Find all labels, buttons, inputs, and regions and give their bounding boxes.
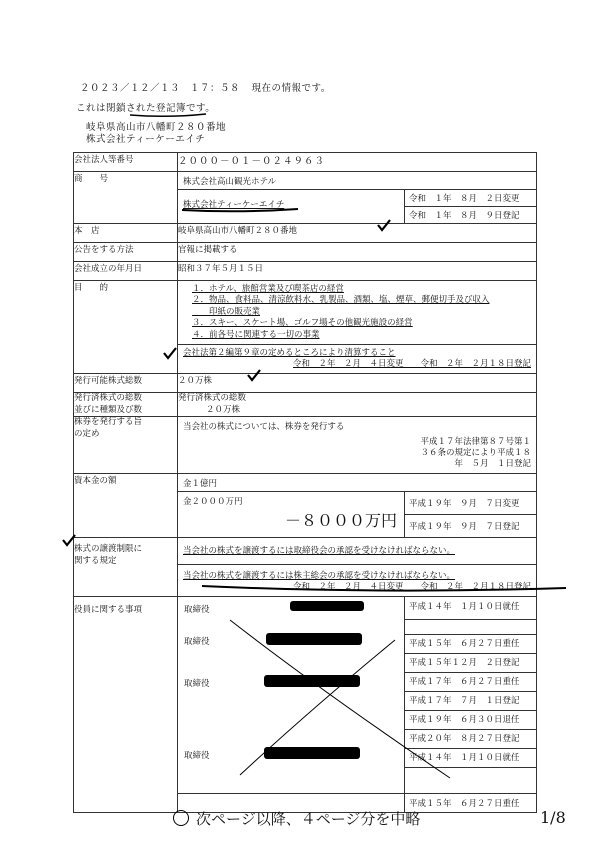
value-corp-no: ２０００－０１－０２４９６３ [178, 153, 537, 172]
label-public-notice: 公告をする方法 [74, 243, 178, 262]
officer-date-9: 平成１５年 ６月２７日重任 [404, 794, 536, 812]
label-name: 商 号 [74, 172, 178, 224]
row-purpose [74, 281, 537, 374]
capital-change-date: 平成１９年 ９月 ７日変更 [405, 492, 536, 515]
officer-date-3: 平成１５年１２月 ２日登記 [405, 654, 536, 673]
officer-date-7: 平成２０年 ８月２７日登記 [405, 730, 536, 749]
label-corp-no: 会社法人等番号 [74, 153, 178, 172]
liquidation-dates: 令和 ２年 ２月 ４日変更 令和 ２年 ２月１８日登記 [292, 359, 531, 370]
footer-note: 次ページ以降、４ページ分を中略 [196, 810, 421, 828]
label-officers: 役員に関する事項 [74, 597, 178, 813]
value-public-notice: 官報に掲載する [178, 243, 537, 262]
cert-note-1: 平成１７年法律第８７号第１ [420, 437, 531, 448]
transfer-dates: 令和 ２年 ２月 ４日変更 令和 ２年 ２月１８日登記 [292, 582, 531, 593]
row-name [74, 172, 537, 224]
datetime-value: ２０２３／１２／１３ １７：５８ [80, 83, 241, 94]
cert-note-3: 年 ５月 １日登記 [454, 458, 531, 469]
check-mark-liquidation-icon [246, 368, 262, 382]
header-address: 岐阜県高山市八幡町２８０番地 [86, 122, 227, 133]
purpose-item-2b: 印紙の販売業 [192, 306, 261, 317]
purpose-item-1: １．ホテル、旅館営業及び喫茶店の経営 [192, 284, 344, 294]
label-issued-2: 並びに種類及び数 [74, 404, 143, 415]
value-authorized: ２０万株 [178, 374, 537, 393]
label-authorized: 発行可能株式総数 [74, 374, 178, 393]
value-certificates: 当会社の株式については、株券を発行する [183, 422, 345, 433]
officer-date-2: 平成１５年 ６月２７日重任 [405, 635, 536, 654]
current-capital: 金２０００万円 [183, 497, 243, 508]
old-capital: 金１億円 [183, 479, 218, 490]
new-transfer-rule: 当会社の株式を譲渡するには株主総会の承認を受けなければならない。 [183, 571, 456, 582]
officer-3-title: 取締役 [184, 679, 210, 690]
purpose-item-4: ４．前各号に関連する一切の事業 [192, 329, 320, 340]
current-name: 株式会社ティーケーエイチ [183, 200, 285, 210]
hand-underline-transfer [200, 582, 570, 594]
old-transfer-rule: 当会社の株式を譲渡するには取締役会の承認を受けなければならない。 [178, 538, 536, 565]
capital-handwritten-note: －８０００万円 [285, 511, 398, 530]
row-established [74, 262, 537, 281]
liquidation-clause: 会社法第２編第９章の定めるところにより清算すること [183, 348, 396, 359]
row-public-notice [74, 243, 537, 262]
name-change-date: 令和 １年 ８月 ２日変更 [405, 190, 536, 207]
value-established: 昭和３７年５月１５日 [178, 262, 537, 281]
purpose-item-3: ３．スキー、スケート場、ゴルフ場その他観光施設の経営 [192, 318, 413, 329]
officer-date-6: 平成１９年 ６月３０日退任 [405, 711, 536, 730]
info-label: 現在の情報です。 [251, 83, 331, 94]
row-authorized [74, 374, 537, 393]
check-mark-name-icon [376, 218, 392, 232]
purpose-item-2: ２．物品、食料品、清涼飲料水、乳製品、酒類、塩、煙草、郵便切手及び収入 [192, 295, 490, 306]
label-purpose: 目 的 [74, 281, 178, 374]
print-datetime [80, 80, 331, 94]
officer-1-title: 取締役 [184, 605, 210, 616]
value-issued-1: 発行済株式の総数 [178, 393, 247, 404]
label-established: 会社成立の年月日 [74, 262, 178, 281]
label-issued-1: 発行済株式の総数 [74, 393, 143, 404]
check-mark-purpose-icon [162, 346, 178, 360]
old-name: 株式会社高山観光ホテル [183, 177, 277, 187]
officer-2-title: 取締役 [184, 637, 210, 648]
officer-date-1: 平成１４年 １月１０日就任 [405, 597, 536, 620]
cross-out-officers [210, 600, 470, 790]
value-issued-2: ２０万株 [206, 404, 241, 415]
hand-underline-closed [128, 112, 208, 118]
officer-date-8: 平成１４年 １月１０日就任 [405, 749, 536, 768]
hand-underline-company [180, 206, 300, 214]
page-number: 1/8 [540, 808, 566, 827]
value-purpose [178, 281, 537, 374]
footer-circle-icon [173, 810, 189, 826]
officer-date-4: 平成１７年 ６月２７日重任 [405, 673, 536, 692]
value-name [178, 172, 537, 224]
officer-4-title: 取締役 [184, 751, 210, 762]
label-certificates-2: の定め [74, 428, 100, 439]
cert-note-2: ３６条の規定により平成１８ [420, 448, 531, 458]
header-company: 株式会社ティーケーエイチ [86, 134, 206, 145]
name-registration-date: 令和 １年 ８月 ９日登記 [409, 211, 520, 221]
row-certificates [74, 417, 537, 474]
label-transfer-1: 株式の譲渡制限に [74, 544, 143, 555]
value-head-office: 岐阜県高山市八幡町２８０番地 [178, 224, 537, 243]
label-capital: 資本金の額 [74, 474, 178, 538]
row-corp-no [74, 153, 537, 172]
row-issued [74, 393, 537, 417]
officer-date-5: 平成１７年 ７月 １日登記 [405, 692, 536, 711]
label-head-office: 本 店 [74, 224, 178, 243]
label-certificates-1: 株券を発行する旨 [74, 417, 143, 428]
row-head-office [74, 224, 537, 243]
check-mark-transfer-icon [61, 533, 77, 547]
label-transfer-2: 関する規定 [74, 555, 117, 566]
closed-notice: これは閉鎖された登記簿です。 [76, 103, 216, 114]
capital-registration-date: 平成１９年 ９月 ７日登記 [409, 522, 520, 533]
